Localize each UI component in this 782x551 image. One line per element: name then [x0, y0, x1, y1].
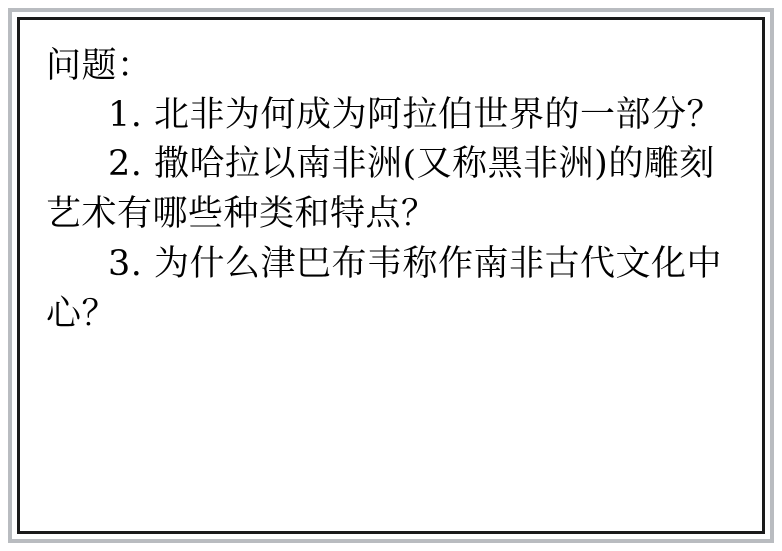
question-item-1: 1. 北非为何成为阿拉伯世界的一部分？ [108, 94, 723, 135]
question-box [8, 8, 774, 543]
question-item-3: 3. 为什么津巴布韦称作南非古代文化中心？ [46, 243, 723, 334]
page-title: 问题： [46, 46, 153, 86]
question-item-2: 2. 撒哈拉以南非洲(又称黑非洲)的雕刻艺术有哪些种类和特点？ [46, 144, 715, 235]
question-box-inner [17, 17, 765, 534]
